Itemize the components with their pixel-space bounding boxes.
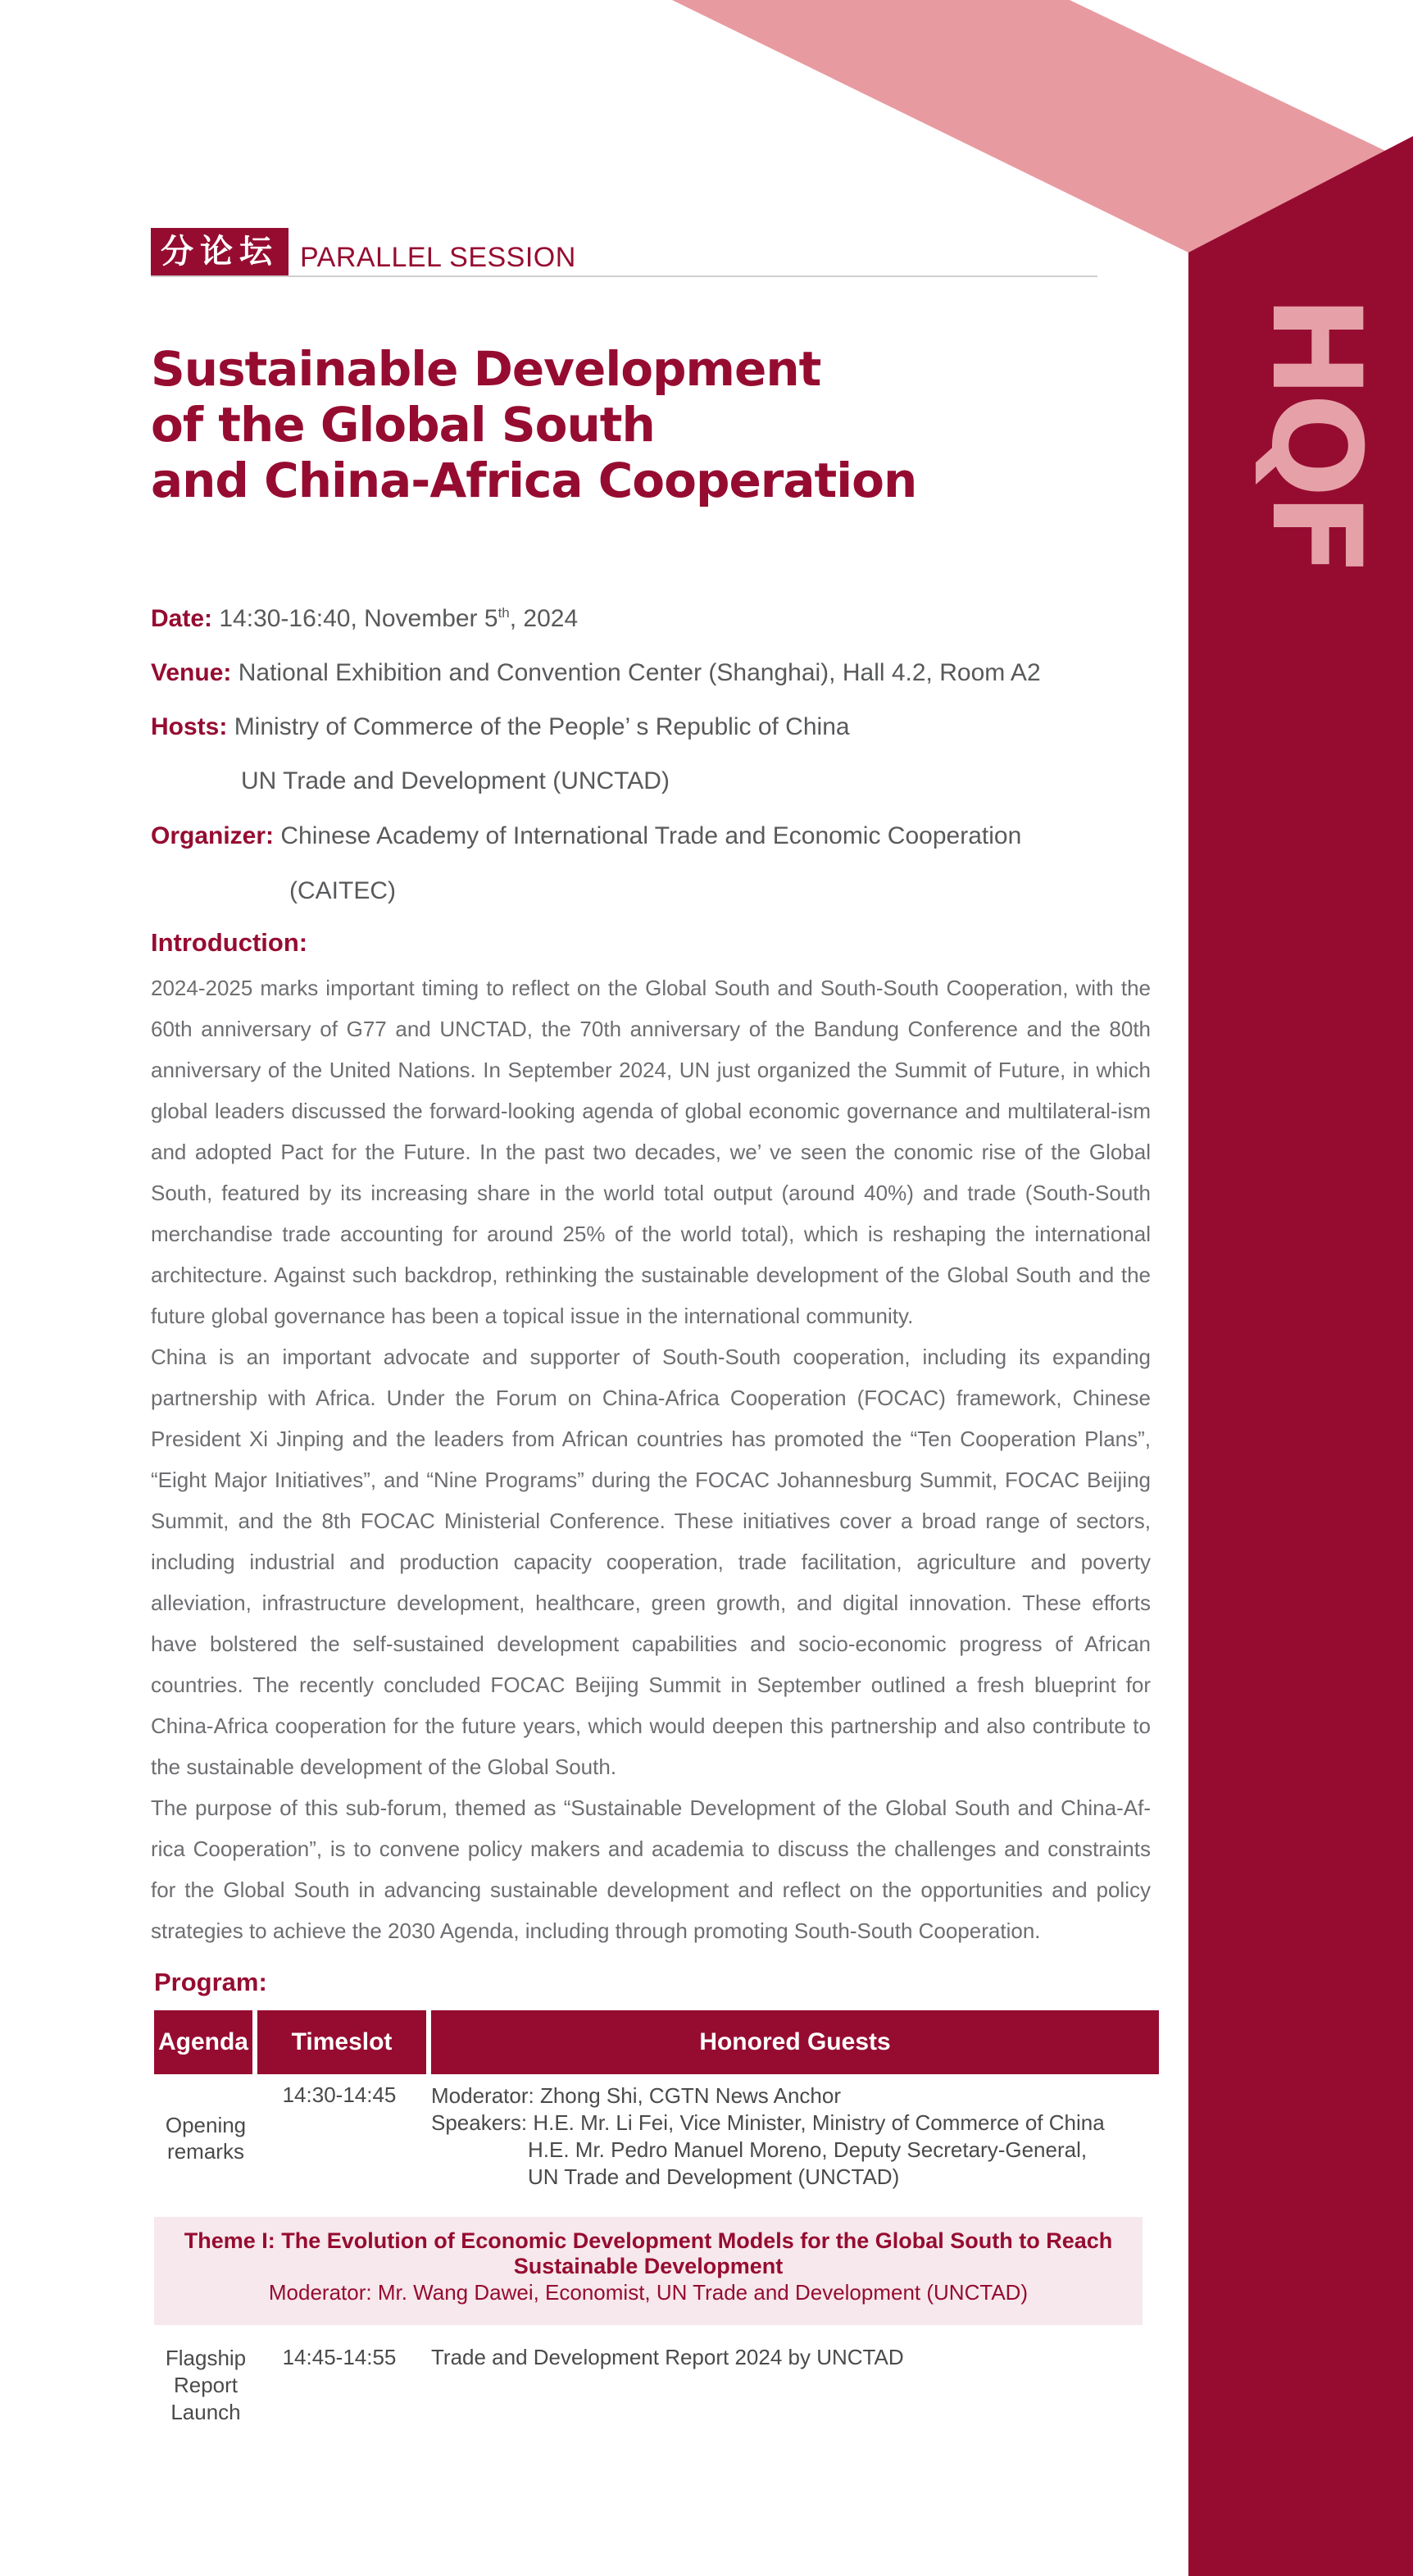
hosts-label: Hosts: <box>151 713 228 740</box>
venue-label: Venue: <box>151 659 232 686</box>
hqf-logo-text: HQF <box>1244 295 1387 572</box>
program-heading: Program: <box>154 1968 267 1996</box>
timeslot-cell: 14:30-14:45 <box>282 2082 397 2107</box>
title-line: of the Global South <box>151 397 655 453</box>
session-label-en: PARALLEL SESSION <box>300 241 576 273</box>
column-header-guests: Honored Guests <box>431 2010 1159 2074</box>
venue-row <box>151 659 1041 687</box>
intro-paragraph: China is an important advocate and supporter of South-South cooperation, including its expanding partnership with Africa. Under the Forum on China-Africa Cooperation (FOCAC) framework, Chinese President Xi Jinping and the leaders from African countries has promoted the “Ten Cooperation Plans”, “Eight Major Initiatives”, and “Nine Programs” during the FOCAC Johannesburg Summit, FOCAC Beijing Summit, and the 8th FOCAC Ministerial Conference. These initiatives cover a broad range of sectors, including industrial and production capacity cooperation, trade facilitation, agriculture and poverty alleviation, infrastructure development, healthcare, green growth, and digital innovation. These efforts have bolstered the self-sustained development capabilities and socio-economic progress of African countries. The recently concluded FOCAC Beijing Summit in September outlined a fresh blueprint for China-Africa cooperation for the future years, which would deepen this partnership and also contribute to the sustainable development of the Global South. <box>151 1345 1151 1779</box>
date-year: , 2024 <box>509 605 579 632</box>
organizer-row <box>151 822 1021 850</box>
intro-paragraph: The purpose of this sub-forum, themed as “Sustainable Development of the Global South and China-Af-rica Cooperation”, is to convene policy makers and academia to discuss the challenges and constraints for the Global South in advancing sustainable development and reflect on the opportunities and policy strategies to achieve the 2030 Agenda, including through promoting South-South Cooperation. <box>151 1795 1151 1943</box>
table-row <box>154 2340 1159 2438</box>
guests-cell: Trade and Development Report 2024 by UNCTAD <box>431 2345 904 2369</box>
date-superscript: th <box>498 605 510 621</box>
theme-row <box>154 2217 1159 2340</box>
intro-paragraph: 2024-2025 marks important timing to reflect on the Global South and South-South Cooperation, with the 60th anniversary of G77 and UNCTAD, the 70th anniversary of the Bandung Conference and the 80th anniversary of the United Nations. In September 2024, UN just organized the Summit of Future, in which global leaders discussed the forward-looking agenda of global economic governance and multilateral-ism and adopted Pact for the Future. In the past two decades, we’ ve seen the conomic rise of the Global South, featured by its increasing share in the world total output (around 40%) and trade (South-South merchandise trade accounting for around 25% of the world total), which is reshaping the international architecture. Against such backdrop, rethinking the sustainable development of the Global South and the future global governance has been a topical issue in the international community. <box>151 976 1151 1328</box>
speaker-line: UN Trade and Development (UNCTAD) <box>528 2164 900 2189</box>
page-title <box>151 341 1134 508</box>
date-label: Date: <box>151 605 213 632</box>
column-header-agenda: Agenda <box>154 2010 257 2074</box>
venue-value: National Exhibition and Convention Center (Shanghai), Hall 4.2, Room A2 <box>238 659 1041 686</box>
title-line: Sustainable Development <box>151 341 821 397</box>
introduction-body <box>151 967 1151 1951</box>
speakers-label: Speakers: <box>431 2110 528 2135</box>
theme-band <box>154 2217 1143 2325</box>
introduction-heading: Introduction: <box>151 928 308 957</box>
organizer-value: Chinese Academy of International Trade and Economic Cooperation <box>280 822 1022 849</box>
speaker-line: H.E. Mr. Pedro Manuel Moreno, Deputy Secretary-General, <box>528 2137 1088 2162</box>
speaker-line <box>431 2109 1152 2137</box>
timeslot-cell: 14:45-14:55 <box>282 2345 397 2369</box>
agenda-line: remarks <box>167 2139 244 2164</box>
agenda-cell <box>154 2112 257 2164</box>
title-line: and China-Africa Cooperation <box>151 453 917 508</box>
table-row <box>154 2074 1159 2217</box>
session-badge <box>151 228 576 275</box>
column-header-timeslot: Timeslot <box>257 2010 431 2074</box>
organizer-value: (CAITEC) <box>289 877 396 904</box>
speaker-name: H.E. Mr. Li Fei, Vice Minister, Ministry of Commerce of China <box>533 2110 1105 2135</box>
theme-moderator: Moderator: Mr. Wang Dawei, Economist, UN Trade and Development (UNCTAD) <box>268 2280 1029 2305</box>
program-table-header <box>154 2010 1159 2074</box>
agenda-line: Flagship <box>165 2346 247 2370</box>
hosts-row <box>151 713 850 741</box>
theme-title: Sustainable Development <box>513 2254 784 2278</box>
theme-title: Theme I: The Evolution of Economic Development Models for the Global South to Reach <box>184 2228 1113 2253</box>
host-item: UN Trade and Development (UNCTAD) <box>241 767 670 794</box>
agenda-cell <box>154 2345 257 2426</box>
agenda-line: Launch <box>170 2400 241 2424</box>
header-divider <box>151 275 1097 277</box>
moderator-line: Moderator: Zhong Shi, CGTN News Anchor <box>431 2083 841 2108</box>
date-row <box>151 605 578 633</box>
program-table <box>154 2010 1159 2438</box>
organizer-label: Organizer: <box>151 822 275 849</box>
date-value: 14:30-16:40, November 5 <box>219 605 498 632</box>
agenda-line: Opening <box>165 2113 247 2137</box>
session-label-zh: 分论坛 <box>151 228 289 275</box>
agenda-line: Report <box>173 2373 239 2397</box>
host-item: Ministry of Commerce of the People’ s Republic of China <box>234 713 850 740</box>
guests-cell <box>431 2082 1152 2191</box>
